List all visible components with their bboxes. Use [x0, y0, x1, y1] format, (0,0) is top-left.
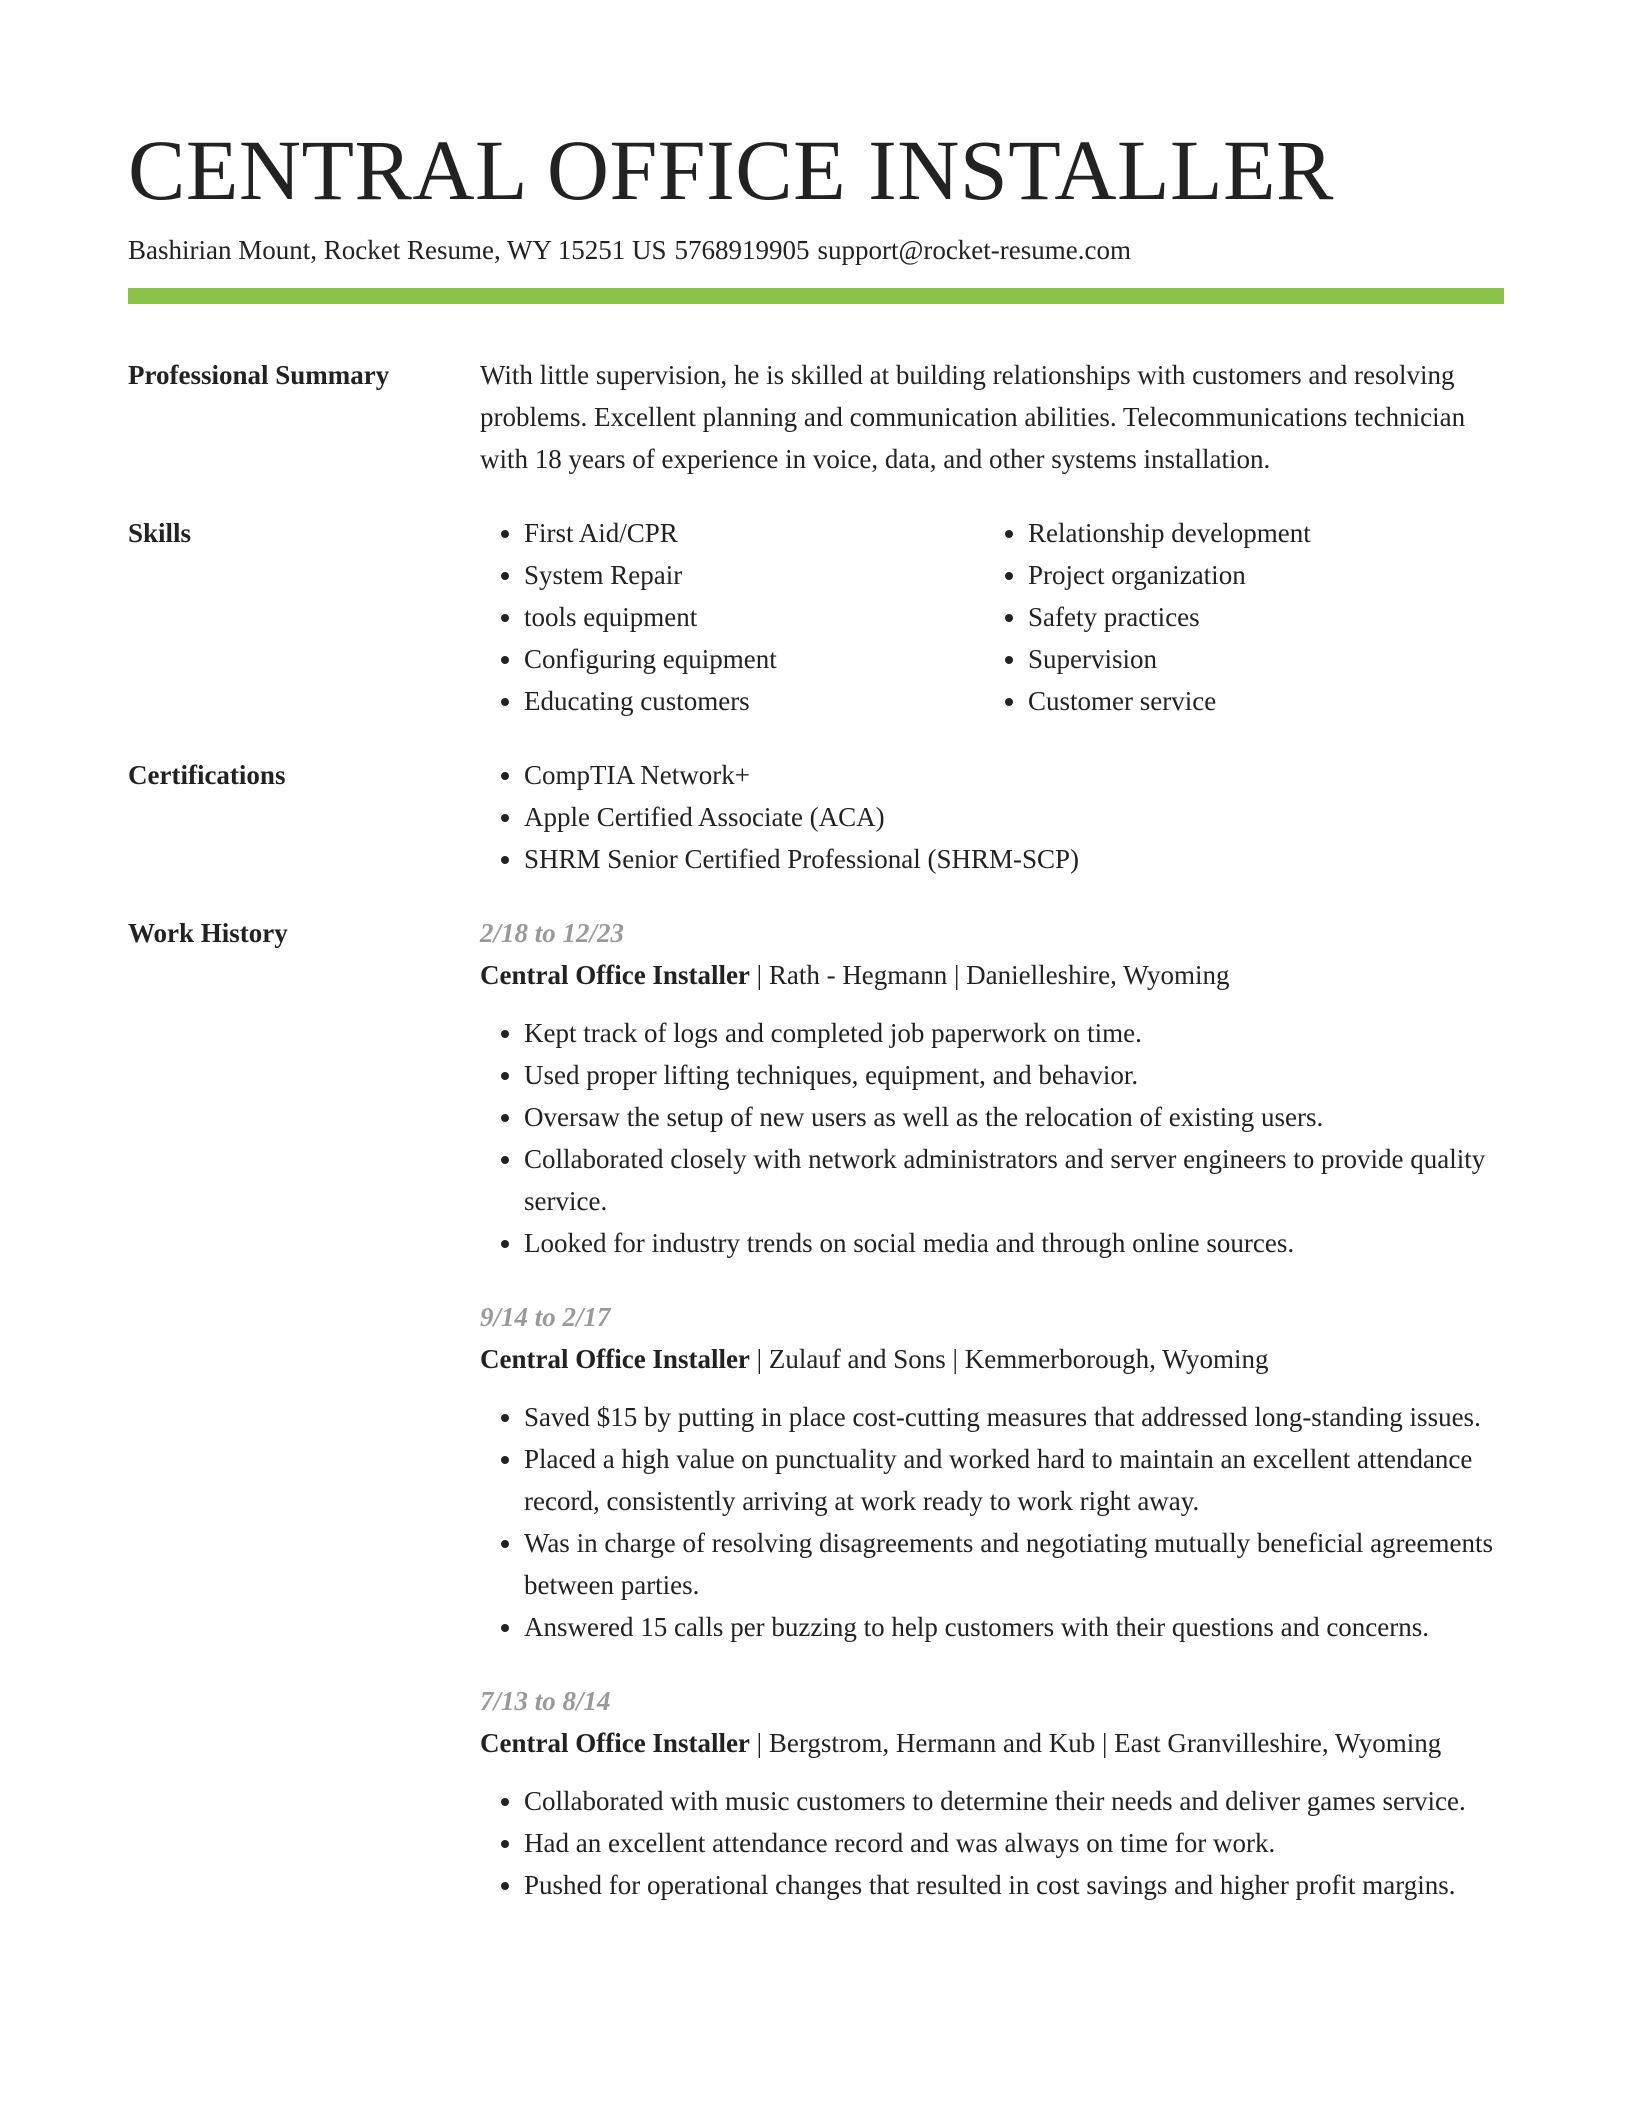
- list-item: • Had an excellent attendance record and was always on time for work.: [524, 1822, 1504, 1864]
- job-entry: [480, 1680, 1504, 1906]
- list-item: • Project organization: [1028, 554, 1488, 596]
- job-heading: [480, 1722, 1504, 1764]
- list-item: • Safety practices: [1028, 596, 1488, 638]
- skills-heading: Skills: [128, 518, 192, 548]
- skills-list-left: [480, 512, 984, 722]
- list-item: • Was in charge of resolving disagreements and negotiating mutually beneficial agreements between parties.: [524, 1522, 1504, 1606]
- list-item: • tools equipment: [524, 596, 984, 638]
- list-item: • Oversaw the setup of new users as well as the relocation of existing users.: [524, 1096, 1504, 1138]
- work-history-section: [128, 912, 1504, 1938]
- job-entry: [480, 1296, 1504, 1648]
- certifications-heading: Certifications: [128, 760, 286, 790]
- list-item: • Pushed for operational changes that resulted in cost savings and higher profit margins.: [524, 1864, 1504, 1906]
- header-divider: [128, 288, 1504, 304]
- list-item: • Saved $15 by putting in place cost-cutting measures that addressed long-standing issues.: [524, 1396, 1504, 1438]
- list-item: • System Repair: [524, 554, 984, 596]
- job-bullets: [480, 1396, 1504, 1648]
- list-item: • SHRM Senior Certified Professional (SHRM-SCP): [524, 838, 1504, 880]
- certifications-body: [480, 754, 1504, 880]
- summary-section: [128, 354, 1504, 480]
- job-dates: 9/14 to 2/17: [480, 1302, 611, 1332]
- job-dates: 7/13 to 8/14: [480, 1686, 611, 1716]
- job-title: Central Office Installer: [480, 1728, 750, 1758]
- list-item: • Supervision: [1028, 638, 1488, 680]
- job-title: Central Office Installer: [480, 960, 750, 990]
- work-history-heading: Work History: [128, 918, 288, 948]
- list-item: • Collaborated with music customers to determine their needs and deliver games service.: [524, 1780, 1504, 1822]
- contact-address: Bashirian Mount, Rocket Resume, WY 15251 US: [128, 235, 667, 265]
- summary-heading: Professional Summary: [128, 360, 390, 390]
- job-heading: [480, 954, 1504, 996]
- resume-name: CENTRAL OFFICE INSTALLER: [128, 122, 1334, 218]
- job-details: | Zulauf and Sons | Kemmerborough, Wyoming: [749, 1344, 1269, 1374]
- job-title: Central Office Installer: [480, 1344, 750, 1374]
- list-item: • First Aid/CPR: [524, 512, 984, 554]
- skills-column-right: [984, 512, 1488, 722]
- list-item: • Educating customers: [524, 680, 984, 722]
- job-heading: [480, 1338, 1504, 1380]
- contact-line: [128, 232, 1504, 268]
- certifications-list: [480, 754, 1504, 880]
- list-item: • Placed a high value on punctuality and worked hard to maintain an excellent attendance record, consistently arriving at work ready to work right away.: [524, 1438, 1504, 1522]
- job-dates: 2/18 to 12/23: [480, 918, 625, 948]
- list-item: • Configuring equipment: [524, 638, 984, 680]
- summary-text: With little supervision, he is skilled at building relationships with customers and resolving problems. Excellent planning and communication abilities. Telecommunications technician with 18 years of experience in voice, data, and other systems installation.: [480, 360, 1466, 474]
- certifications-section: [128, 754, 1504, 880]
- skills-columns: [480, 512, 1504, 722]
- contact-email: support@rocket-resume.com: [817, 235, 1131, 265]
- list-item: • Answered 15 calls per buzzing to help customers with their questions and concerns.: [524, 1606, 1504, 1648]
- list-item: • Looked for industry trends on social media and through online sources.: [524, 1222, 1504, 1264]
- job-bullets: [480, 1012, 1504, 1264]
- list-item: • Used proper lifting techniques, equipment, and behavior.: [524, 1054, 1504, 1096]
- resume-page: [128, 120, 1504, 1938]
- contact-phone: 5768919905: [674, 235, 810, 265]
- skills-list-right: [984, 512, 1488, 722]
- list-item: • Collaborated closely with network administrators and server engineers to provide quality service.: [524, 1138, 1504, 1222]
- skills-column-left: [480, 512, 984, 722]
- list-item: • CompTIA Network+: [524, 754, 1504, 796]
- list-item: • Customer service: [1028, 680, 1488, 722]
- work-history-body: [480, 912, 1504, 1938]
- list-item: • Relationship development: [1028, 512, 1488, 554]
- job-bullets: [480, 1780, 1504, 1906]
- list-item: • Kept track of logs and completed job paperwork on time.: [524, 1012, 1504, 1054]
- list-item: • Apple Certified Associate (ACA): [524, 796, 1504, 838]
- skills-section: [128, 512, 1504, 722]
- job-details: | Bergstrom, Hermann and Kub | East Granvilleshire, Wyoming: [749, 1728, 1442, 1758]
- job-entry: [480, 912, 1504, 1264]
- job-details: | Rath - Hegmann | Danielleshire, Wyoming: [749, 960, 1230, 990]
